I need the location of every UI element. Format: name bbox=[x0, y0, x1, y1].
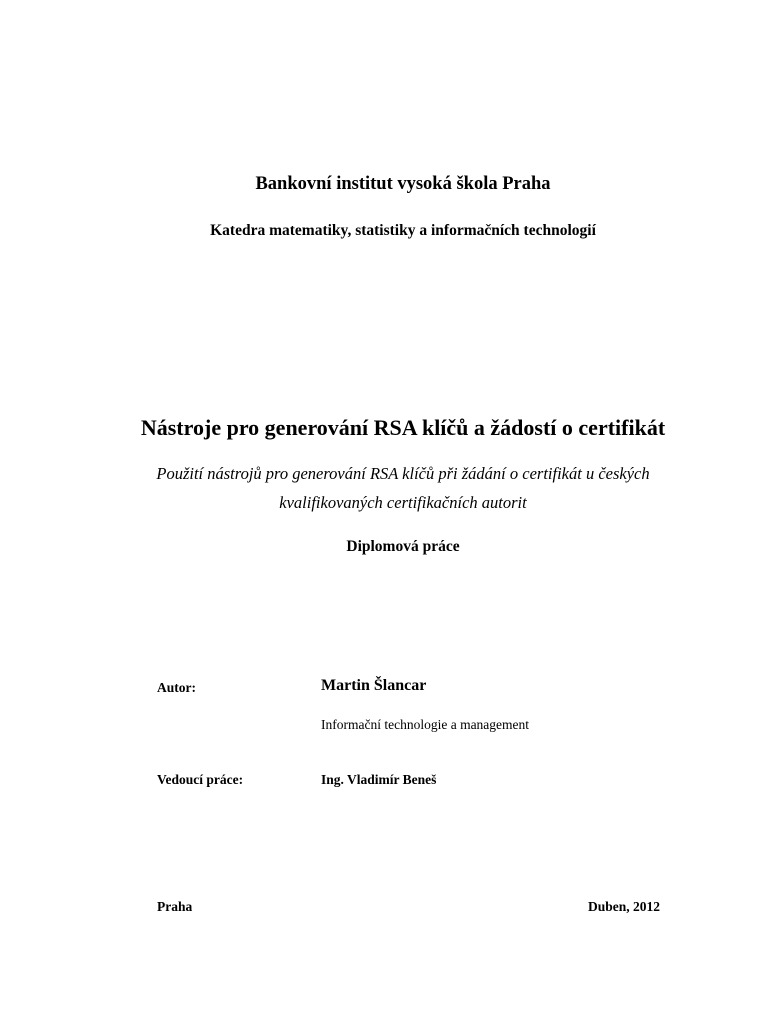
thesis-subtitle-line-2: kvalifikovaných certifikačních autorit bbox=[279, 493, 527, 512]
institution-name: Bankovní institut vysoká škola Praha bbox=[255, 174, 551, 194]
place: Praha bbox=[157, 899, 193, 914]
supervisor-label: Vedoucí práce: bbox=[157, 772, 244, 787]
author-label: Autor: bbox=[157, 680, 196, 695]
study-field: Informační technologie a management bbox=[321, 717, 530, 732]
author-name: Martin Šlancar bbox=[321, 677, 427, 694]
supervisor-name: Ing. Vladimír Beneš bbox=[321, 772, 437, 787]
thesis-title: Nástroje pro generování RSA klíčů a žádostí o certifikát bbox=[140, 415, 666, 440]
thesis-type: Diplomová práce bbox=[346, 538, 460, 555]
thesis-subtitle-line-1: Použití nástrojů pro generování RSA klíčů při žádání o certifikát u českých bbox=[156, 464, 650, 483]
submission-date: Duben, 2012 bbox=[587, 899, 660, 914]
department-name: Katedra matematiky, statistiky a informačních technologií bbox=[210, 222, 596, 239]
